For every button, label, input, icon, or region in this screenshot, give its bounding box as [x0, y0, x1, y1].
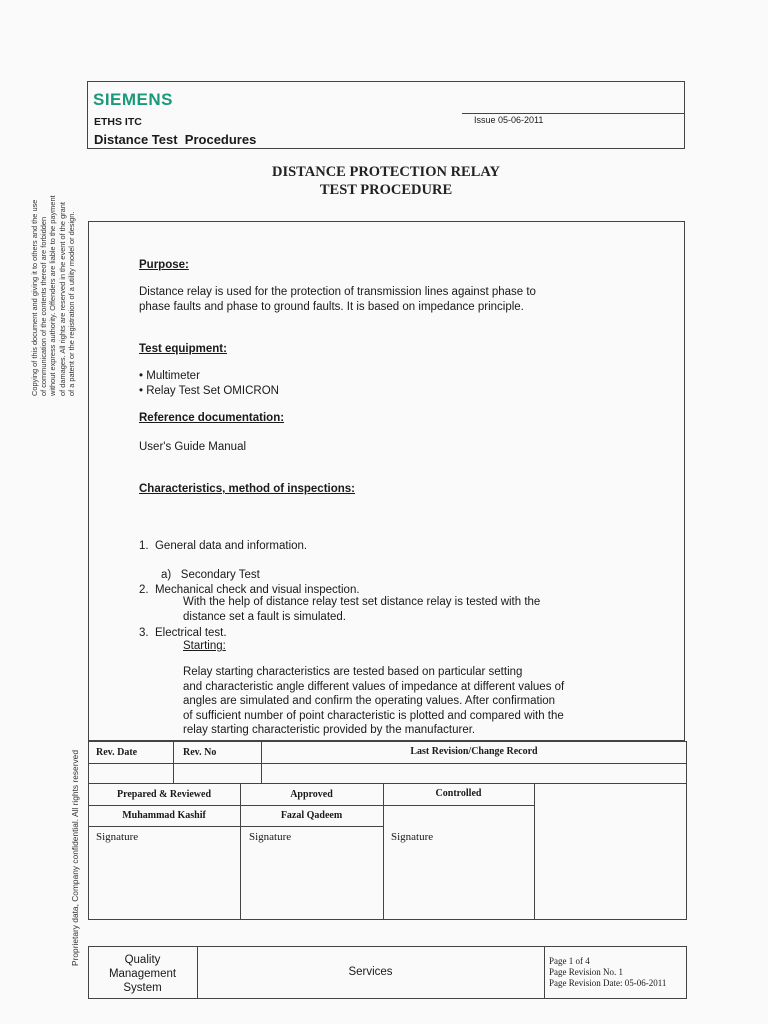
equipment-item-label: Multimeter [146, 370, 200, 382]
equipment-list [139, 369, 279, 398]
legal-notice-line: of a patent or the registration of a utility model or design. [66, 211, 76, 396]
equipment-item: • Relay Test Set OMICRON [139, 384, 279, 397]
equipment-heading: Test equipment: [139, 343, 227, 355]
secondary-line: distance set a fault is simulated. [183, 610, 346, 623]
starting-text [183, 665, 564, 738]
starting-line: angles are simulated and confirm the operating values. After confirmation [183, 695, 556, 707]
starting-heading: Starting: [183, 640, 226, 652]
prepared-signature: Signature [96, 831, 139, 843]
characteristics-heading: Characteristics, method of inspections: [139, 483, 355, 495]
controlled-label: Controlled [435, 788, 482, 799]
list-item: 2. Mechanical check and visual inspection. [139, 583, 360, 596]
revision-row-divider [88, 763, 687, 764]
rev-no-header: Rev. No [183, 747, 217, 758]
footer-col-divider [544, 946, 545, 999]
qms-line: Management [108, 968, 177, 980]
doc-title: Distance Test Procedures [94, 132, 257, 147]
page-number: Page 1 of 4 [549, 956, 590, 966]
secondary-text [183, 595, 540, 624]
controlled-signature: Signature [391, 831, 434, 843]
legal-notice-line: of damages. All rights are reserved in the event of the grant [57, 202, 67, 396]
issue-date: Issue 05-06-2011 [474, 115, 544, 125]
page-revision-date: Page Revision Date: 05-06-2011 [549, 978, 667, 988]
purpose-heading: Purpose: [139, 259, 189, 271]
approved-label: Approved [290, 789, 333, 800]
page-revision: Page Revision No. 1 [549, 967, 623, 977]
approved-signature: Signature [249, 831, 292, 843]
reference-heading: Reference documentation: [139, 412, 285, 424]
secondary-test-item: a) Secondary Test [161, 569, 260, 581]
signoff-table [88, 783, 687, 920]
change-record-header: Last Revision/Change Record [410, 746, 538, 757]
dept-label: ETHS ITC [94, 116, 142, 128]
starting-line: of sufficient number of point characteristic is plotted and compared with the [183, 709, 564, 722]
approved-name: Fazal Qadeem [280, 810, 343, 821]
equipment-item: • Multimeter [139, 370, 200, 382]
legal-notice-line: Copying of this document and giving it to others and the use [30, 199, 39, 396]
qms-line: System [123, 982, 162, 994]
legal-notice-line: of communication of the contents thereof are forbidden [39, 216, 49, 396]
page-title [87, 163, 685, 199]
services-label: Services [348, 966, 393, 978]
legal-notice-line: without express authority. Offenders are liable to the payment [48, 195, 58, 396]
starting-line: Relay starting characteristics are tested based on particular setting [183, 666, 523, 678]
title-line-2: TEST PROCEDURE [319, 182, 453, 198]
legal-notice [30, 195, 76, 396]
list-item: 1. General data and information. [139, 540, 308, 552]
signoff-row-divider [88, 805, 534, 806]
rev-date-header: Rev. Date [96, 747, 138, 758]
page-info [549, 956, 666, 989]
characteristics-list [139, 510, 360, 655]
proprietary-note: Proprietary data, Company confidential. All rights reserved [70, 750, 80, 966]
signoff-col-divider [240, 783, 241, 920]
signoff-col-divider [534, 783, 535, 920]
starting-line: relay starting characteristic provided by the manufacturer. [183, 724, 476, 736]
header-divider [462, 113, 685, 114]
signoff-col-divider [383, 783, 384, 920]
prepared-name: Muhammad Kashif [122, 810, 206, 821]
secondary-line: With the help of distance relay test set distance relay is tested with the [183, 596, 541, 608]
revision-col-divider [173, 741, 174, 784]
purpose-line: phase faults and phase to ground faults. It is based on impedance principle. [139, 300, 524, 313]
qms-line: Quality [124, 954, 161, 966]
prepared-label: Prepared & Reviewed [116, 789, 212, 800]
brand-logo: SIEMENS [93, 90, 174, 109]
reference-text: User's Guide Manual [139, 441, 247, 453]
starting-line: and characteristic angle different values of impedance at different values of [183, 680, 565, 693]
signoff-row-divider [88, 826, 384, 827]
list-item: 3. Electrical test. [139, 627, 227, 639]
qms-label [88, 953, 197, 995]
purpose-text [139, 285, 536, 314]
title-line-1: DISTANCE PROTECTION RELAY [271, 164, 501, 180]
equipment-item-label: Relay Test Set OMICRON [146, 384, 279, 397]
purpose-line: Distance relay is used for the protection of transmission lines against phase to [139, 286, 536, 298]
